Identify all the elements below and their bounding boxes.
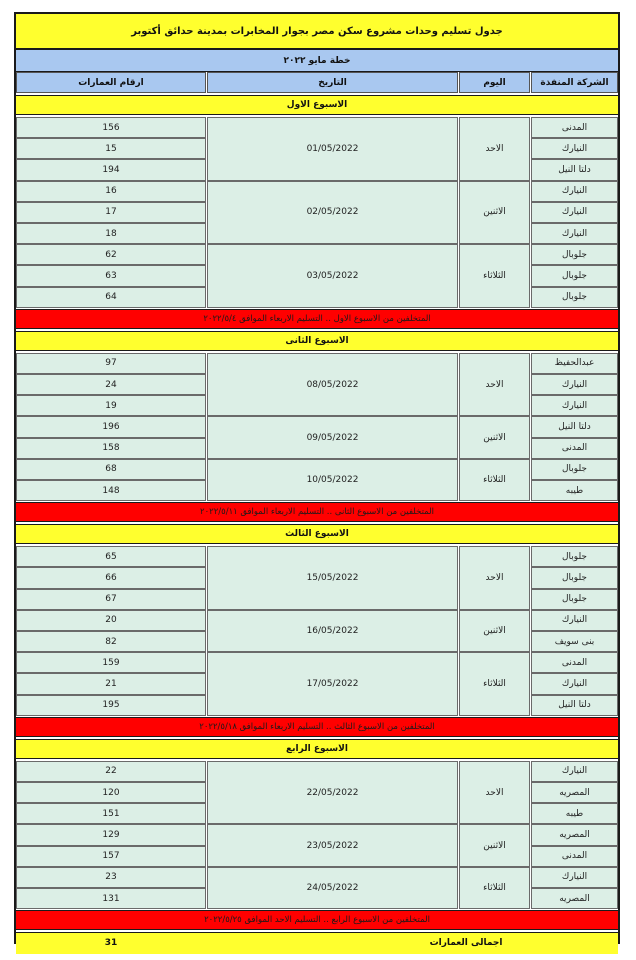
day-cell: الاثنين [459, 824, 530, 866]
total-value: 31 [104, 938, 118, 949]
building-number-cell: 159 [16, 652, 206, 673]
building-number-cell: 156 [16, 117, 206, 138]
delivery-schedule-sheet [14, 12, 620, 949]
plan-label: خطة مايو ٢٠٢٢ [16, 50, 618, 72]
building-number-cell: 151 [16, 803, 206, 824]
date-cell: 09/05/2022 [207, 416, 458, 458]
company-cell: المصريه [531, 782, 618, 803]
company-cell: المصريه [531, 824, 618, 845]
building-number-cell: 21 [16, 673, 206, 694]
day-cell: الاحد [459, 761, 530, 825]
company-cell: النيارك [531, 202, 618, 223]
building-number-cell: 24 [16, 374, 206, 395]
company-cell: عبدالحفيظ [531, 353, 618, 374]
company-cell: جلوبال [531, 459, 618, 480]
header-buildings: ارقام العمارات [16, 72, 206, 93]
company-cell: النيارك [531, 223, 618, 244]
company-cell: المدنى [531, 846, 618, 867]
building-number-cell: 63 [16, 265, 206, 286]
day-cell: الاحد [459, 546, 530, 610]
day-cell: الاحد [459, 353, 530, 417]
building-number-cell: 17 [16, 202, 206, 223]
late-delivery-note: المتخلفين من الاسبوع الثانى .. التسليم الاربعاء الموافق ٢٠٢٢/٥/١١ [16, 502, 618, 522]
company-cell: طيبه [531, 803, 618, 824]
building-number-cell: 15 [16, 138, 206, 159]
company-cell: جلوبال [531, 287, 618, 308]
company-cell: دلتا النيل [531, 416, 618, 437]
building-number-cell: 195 [16, 695, 206, 716]
building-number-cell: 23 [16, 867, 206, 888]
company-cell: بنى سويف [531, 631, 618, 652]
date-cell: 22/05/2022 [207, 761, 458, 825]
building-number-cell: 120 [16, 782, 206, 803]
building-number-cell: 16 [16, 181, 206, 202]
date-cell: 08/05/2022 [207, 353, 458, 417]
building-number-cell: 148 [16, 480, 206, 501]
company-cell: المدنى [531, 652, 618, 673]
late-delivery-note: المتخلفين من الاسبوع الاول .. التسليم الاربعاء الموافق ٢٠٢٢/٥/٤ [16, 309, 618, 329]
building-number-cell: 20 [16, 610, 206, 631]
page-title: جدول تسليم وحدات مشروع سكن مصر بجوار المخابرات بمدينة حدائق أكتوبر [16, 14, 618, 50]
company-cell: النيارك [531, 181, 618, 202]
week-label: الاسبوع الرابع [16, 739, 618, 759]
week-label: الاسبوع الثانى [16, 331, 618, 351]
day-cell: الاثنين [459, 416, 530, 458]
building-number-cell: 62 [16, 244, 206, 265]
building-number-cell: 82 [16, 631, 206, 652]
day-cell: الاثنين [459, 181, 530, 245]
company-cell: المدنى [531, 438, 618, 459]
building-number-cell: 131 [16, 888, 206, 909]
building-number-cell: 158 [16, 438, 206, 459]
date-cell: 16/05/2022 [207, 610, 458, 652]
building-number-cell: 65 [16, 546, 206, 567]
company-cell: طيبه [531, 480, 618, 501]
late-delivery-note: المتخلفين من الاسبوع الثالث .. التسليم الاربعاء الموافق ٢٠٢٢/٥/١٨ [16, 717, 618, 737]
building-number-cell: 157 [16, 846, 206, 867]
day-cell: الاحد [459, 117, 530, 181]
building-number-cell: 97 [16, 353, 206, 374]
day-cell: الثلاثاء [459, 867, 530, 909]
total-label: اجمالى العمارات [429, 938, 503, 949]
building-number-cell: 196 [16, 416, 206, 437]
building-number-cell: 19 [16, 395, 206, 416]
company-cell: جلوبال [531, 589, 618, 610]
building-number-cell: 68 [16, 459, 206, 480]
day-cell: الاثنين [459, 610, 530, 652]
company-cell: النيارك [531, 761, 618, 782]
building-number-cell: 64 [16, 287, 206, 308]
date-cell: 15/05/2022 [207, 546, 458, 610]
day-cell: الثلاثاء [459, 459, 530, 501]
company-cell: جلوبال [531, 567, 618, 588]
header-day: اليوم [459, 72, 530, 93]
company-cell: جلوبال [531, 265, 618, 286]
week-label: الاسبوع الثالث [16, 524, 618, 544]
company-cell: المصريه [531, 888, 618, 909]
week-label: الاسبوع الاول [16, 95, 618, 115]
company-cell: النيارك [531, 138, 618, 159]
day-cell: الثلاثاء [459, 652, 530, 716]
company-cell: النيارك [531, 867, 618, 888]
company-cell: النيارك [531, 610, 618, 631]
date-cell: 02/05/2022 [207, 181, 458, 245]
company-cell: جلوبال [531, 546, 618, 567]
day-cell: الثلاثاء [459, 244, 530, 308]
date-cell: 23/05/2022 [207, 824, 458, 866]
date-cell: 10/05/2022 [207, 459, 458, 501]
building-number-cell: 129 [16, 824, 206, 845]
company-cell: النيارك [531, 673, 618, 694]
date-cell: 17/05/2022 [207, 652, 458, 716]
company-cell: دلتا النيل [531, 159, 618, 180]
building-number-cell: 66 [16, 567, 206, 588]
company-cell: المدنى [531, 117, 618, 138]
company-cell: دلتا النيل [531, 695, 618, 716]
date-cell: 24/05/2022 [207, 867, 458, 909]
company-cell: جلوبال [531, 244, 618, 265]
company-cell: النيارك [531, 395, 618, 416]
date-cell: 01/05/2022 [207, 117, 458, 181]
building-number-cell: 22 [16, 761, 206, 782]
date-cell: 03/05/2022 [207, 244, 458, 308]
building-number-cell: 18 [16, 223, 206, 244]
building-number-cell: 194 [16, 159, 206, 180]
header-date: التاريخ [207, 72, 458, 93]
late-delivery-note: المتخلفين من الاسبوع الرابع .. التسليم الاحد الموافق ٢٠٢٢/٥/٢٥ [16, 910, 618, 930]
company-cell: النيارك [531, 374, 618, 395]
building-number-cell: 67 [16, 589, 206, 610]
header-company: الشركة المنفذة [531, 72, 618, 93]
